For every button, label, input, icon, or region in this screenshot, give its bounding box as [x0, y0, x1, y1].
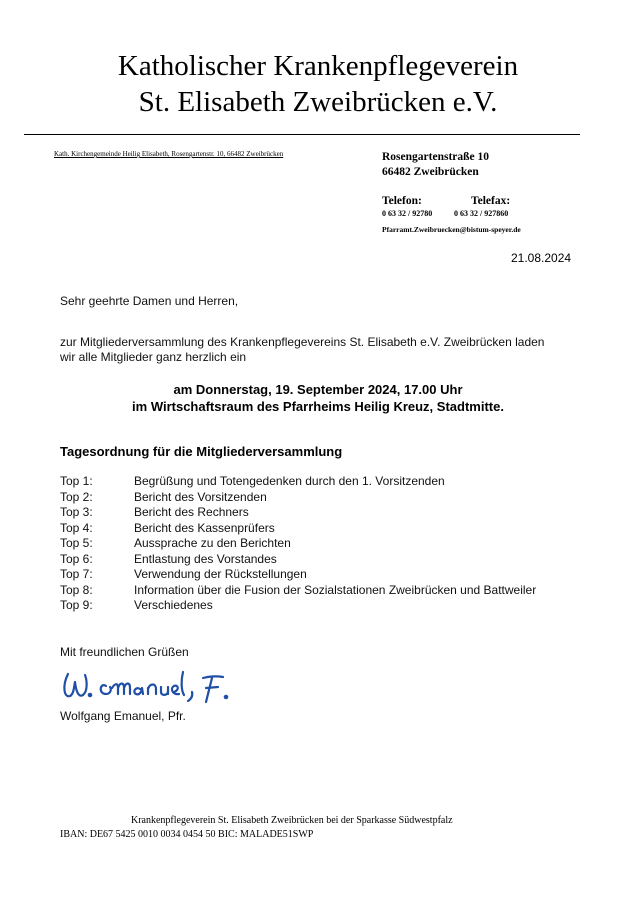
agenda-item — [60, 490, 536, 506]
agenda-item-number: Top 6: — [60, 551, 93, 566]
agenda-item-text: Bericht des Kassenprüfers — [134, 520, 275, 535]
agenda-item-text: Aussprache zu den Berichten — [134, 536, 291, 550]
agenda-item-text: Bericht des Rechners — [134, 505, 249, 519]
agenda-item-number: Top 1: — [60, 474, 93, 488]
agenda-item — [60, 536, 536, 552]
agenda-item-text: Entlastung des Vorstandes — [134, 551, 277, 566]
signature-graphic — [60, 664, 260, 708]
agenda-item-number: Top 3: — [60, 505, 93, 519]
agenda-item — [60, 598, 536, 614]
salutation: Sehr geehrte Damen und Herren, — [60, 294, 239, 308]
letterhead-title-line1: Katholischer Krankenpflegeverein — [117, 50, 519, 82]
agenda-item-number: Top 2: — [60, 489, 93, 504]
phone-number: 0 63 32 / 92780 — [382, 209, 433, 218]
sender-line: Kath. Kirchengemeinde Heilig Elisabeth, Rosengartenstr. 10, 66482 Zweibrücken — [54, 150, 284, 158]
signatory-name: Wolfgang Emanuel, Pfr. — [60, 709, 186, 723]
intro-line-2: wir alle Mitglieder ganz herzlich ein — [60, 350, 247, 364]
phone-label: Telefon: — [382, 195, 422, 207]
agenda-item-text: Verwendung der Rückstellungen — [134, 567, 307, 581]
footer-iban-line: IBAN: DE67 5425 0010 0034 0454 50 BIC: MALADE51SWP — [60, 829, 314, 840]
agenda-item — [60, 474, 536, 490]
agenda-item-text: Bericht des Vorsitzenden — [134, 489, 267, 504]
agenda-item-number: Top 8: — [60, 582, 93, 597]
agenda-item-text: Verschiedenes — [134, 598, 213, 612]
agenda-item — [60, 583, 536, 599]
address-city: 66482 Zweibrücken — [382, 166, 479, 178]
agenda-list — [60, 474, 536, 614]
agenda-item-number: Top 5: — [60, 536, 93, 550]
agenda-item-text: Information über die Fusion der Sozialstationen Zweibrücken und Battweiler — [134, 582, 537, 597]
closing-greeting: Mit freundlichen Grüßen — [60, 645, 189, 659]
agenda-item — [60, 552, 536, 568]
agenda-item — [60, 521, 536, 537]
agenda-item-number: Top 4: — [60, 520, 93, 535]
letter-date: 21.08.2024 — [511, 251, 572, 265]
letterhead-title-line2: St. Elisabeth Zweibrücken e.V. — [138, 86, 498, 118]
fax-number: 0 63 32 / 927860 — [454, 209, 509, 218]
agenda-item — [60, 505, 536, 521]
footer-bank-line: Krankenpflegeverein St. Elisabeth Zweibrücken bei der Sparkasse Südwestpfalz — [131, 815, 453, 826]
address-street: Rosengartenstraße 10 — [382, 151, 489, 163]
agenda-item-number: Top 9: — [60, 598, 93, 612]
intro-line-1: zur Mitgliederversammlung des Krankenpflegevereins St. Elisabeth e.V. Zweibrücken laden — [60, 335, 545, 349]
agenda-heading: Tagesordnung für die Mitgliederversammlung — [60, 444, 343, 459]
agenda-item-text: Begrüßung und Totengedenken durch den 1. Vorsitzenden — [134, 474, 445, 488]
event-date-line: am Donnerstag, 19. September 2024, 17.00 Uhr — [173, 382, 463, 397]
event-location-line: im Wirtschaftsraum des Pfarrheims Heilig Kreuz, Stadtmitte. — [132, 399, 504, 414]
agenda-item-number: Top 7: — [60, 567, 93, 581]
email-address: Pfarramt.Zweibruecken@bistum-speyer.de — [382, 225, 521, 234]
agenda-item — [60, 567, 536, 583]
fax-label: Telefax: — [471, 195, 511, 207]
letterhead-divider — [24, 134, 580, 135]
